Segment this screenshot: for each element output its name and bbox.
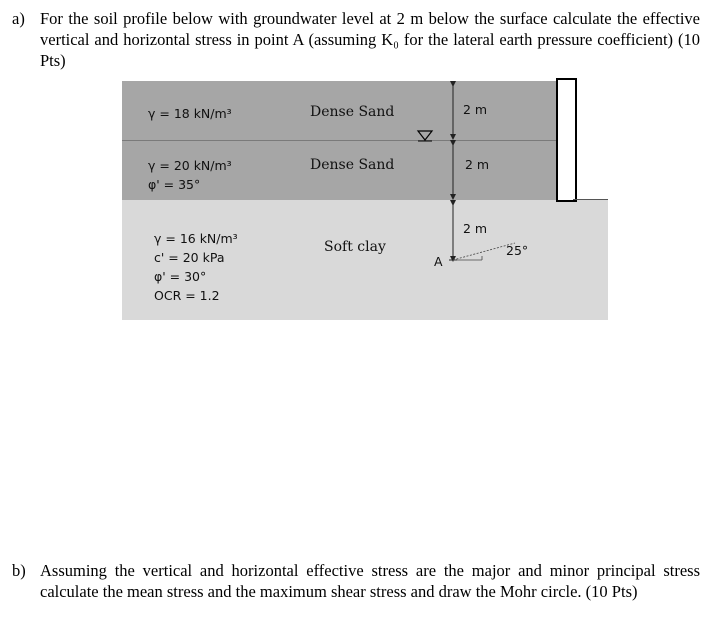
layer-2-soil-type: Dense Sand (310, 157, 395, 173)
layer-3-cohesion: c' = 20 kPa (154, 250, 225, 265)
question-a-text: For the soil profile below with groundwater level at 2 m below the surface calculate the effective vertical and horizontal stress in point A (assuming K₀ for the lateral earth pressure coefficient) (10 Pts) (40, 9, 700, 70)
question-b (12, 560, 700, 602)
layer-2-unit-weight: γ = 20 kN/m³ (148, 158, 232, 173)
point-a-label: A (434, 254, 443, 269)
angle-label: 25° (506, 243, 529, 258)
water-table-icon (418, 131, 432, 141)
depth-to-point-a: 2 m (463, 221, 488, 236)
inclined-plane-line (453, 243, 515, 260)
layer-1-soil-type: Dense Sand (310, 104, 395, 120)
question-b-text: Assuming the vertical and horizontal effective stress are the major and minor principal stress calculate the mean stress and the maximum shear stress and draw the Mohr circle. (10 Pts) (40, 561, 700, 601)
layer-3-ocr: OCR = 1.2 (154, 288, 220, 303)
layer-3-soil-type: Soft clay (324, 239, 386, 255)
layer-1-thickness: 2 m (463, 102, 488, 117)
question-b-marker: b) (12, 561, 26, 580)
layer-1-unit-weight: γ = 18 kN/m³ (148, 106, 232, 121)
layer-2-thickness: 2 m (465, 157, 490, 172)
layer-3-friction-angle: φ' = 30° (154, 269, 207, 284)
layer-2-friction-angle: φ' = 35° (148, 177, 201, 192)
layer-3-unit-weight: γ = 16 kN/m³ (154, 231, 238, 246)
question-a-marker: a) (12, 9, 25, 28)
